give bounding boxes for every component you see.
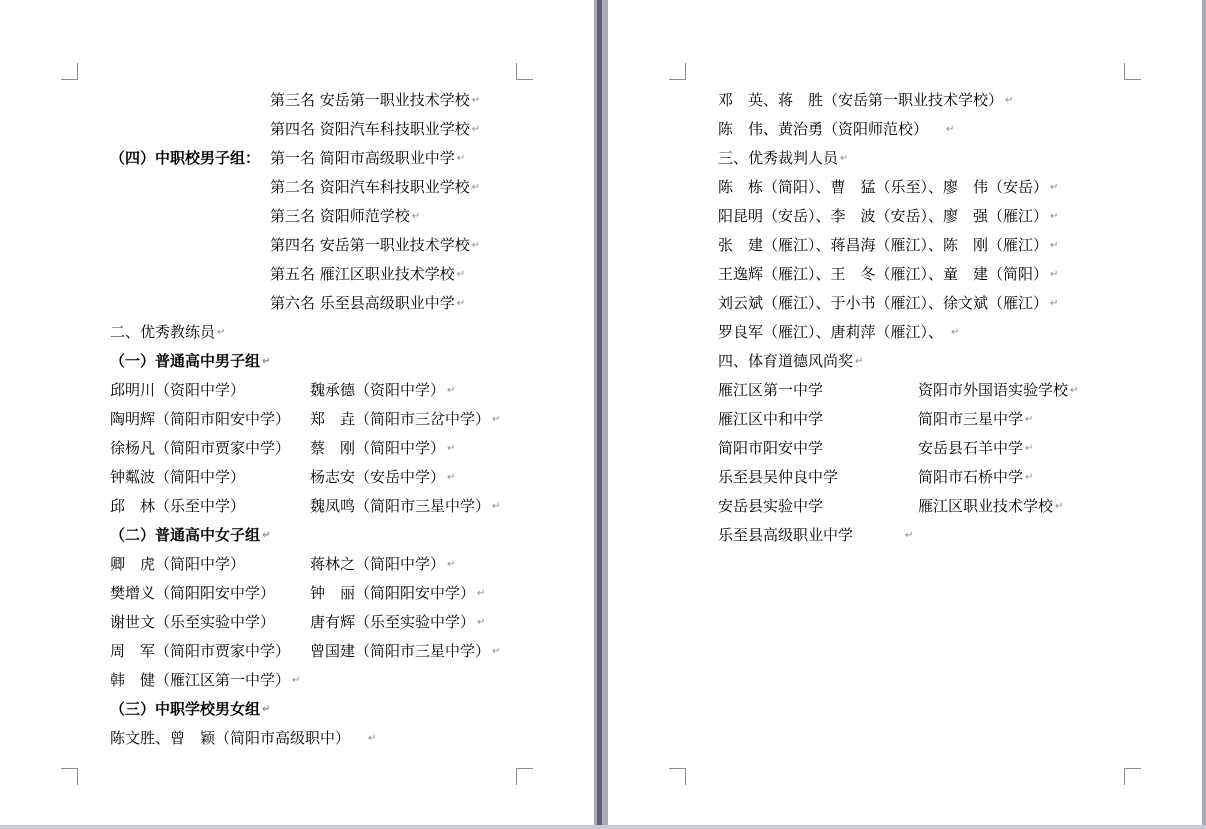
section-heading[interactable]: 二、优秀教练员 ↵	[110, 323, 226, 341]
coach-row[interactable]: 陈文胜、曾 颖（简阳市高级职中） ↵	[110, 729, 377, 747]
coach-row[interactable]: 樊增义（简阳阳安中学） 钟 丽（简阳阳安中学） ↵	[110, 584, 486, 602]
ranking-line[interactable]: 第四名 安岳第一职业技术学校 ↵	[270, 236, 481, 254]
coach-row[interactable]: 陈 伟、黄治勇（资阳师范校） ↵	[718, 120, 955, 138]
ranking-line[interactable]: 第三名 安岳第一职业技术学校 ↵	[270, 91, 481, 109]
window-right-edge	[1202, 0, 1206, 829]
coach-row[interactable]: 卿 虎（简阳中学） 蒋林之（简阳中学） ↵	[110, 555, 456, 573]
coach-row[interactable]: 韩 健（雁江区第一中学） ↵	[110, 671, 301, 689]
referee-row[interactable]: 张 建（雁江）、蒋昌海（雁江）、陈 刚（雁江） ↵	[718, 236, 1059, 254]
ranking-line[interactable]: 第六名 乐至县高级职业中学 ↵	[270, 294, 466, 312]
ranking-line[interactable]: 第五名 雁江区职业技术学校 ↵	[270, 265, 466, 283]
award-row[interactable]: 乐至县高级职业中学 ↵	[718, 526, 914, 544]
coach-row[interactable]: 邱明川（资阳中学） 魏承德（资阳中学） ↵	[110, 381, 456, 399]
subsection-heading[interactable]: （二）普通高中女子组 ↵	[110, 526, 271, 544]
section-heading[interactable]: 三、优秀裁判人员 ↵	[718, 149, 849, 167]
margin-corner-top-right	[1124, 63, 1141, 80]
referee-row[interactable]: 阳昆明（安岳）、李 波（安岳）、廖 强（雁江） ↵	[718, 207, 1059, 225]
coach-row[interactable]: 钟粼波（简阳中学） 杨志安（安岳中学） ↵	[110, 468, 456, 486]
award-row[interactable]: 雁江区第一中学 资阳市外国语实验学校 ↵	[718, 381, 1079, 399]
page-separator	[597, 0, 602, 829]
window-bottom-edge	[0, 825, 1206, 829]
coach-row[interactable]: 陶明辉（简阳市阳安中学） 郑 垚（简阳市三岔中学） ↵	[110, 410, 501, 428]
coach-row[interactable]: 徐杨凡（简阳市贾家中学） 蔡 刚（简阳中学） ↵	[110, 439, 456, 457]
document-page-right	[608, 0, 1202, 829]
award-row[interactable]: 乐至县吴仲良中学 简阳市石桥中学 ↵	[718, 468, 1034, 486]
margin-corner-top-left	[61, 63, 78, 80]
referee-row[interactable]: 陈 栋（简阳）、曹 猛（乐至）、廖 伟（安岳） ↵	[718, 178, 1059, 196]
referee-row[interactable]: 王逸辉（雁江）、王 冬（雁江）、童 建（简阳） ↵	[718, 265, 1059, 283]
award-row[interactable]: 安岳县实验中学 雁江区职业技术学校 ↵	[718, 497, 1064, 515]
ranking-line[interactable]: 第三名 资阳师范学校 ↵	[270, 207, 421, 225]
group-label: （四）中职校男子组：	[110, 149, 261, 167]
coach-row[interactable]: 邓 英、蒋 胜（安岳第一职业技术学校） ↵	[718, 91, 1014, 109]
coach-row[interactable]: 谢世文（乐至实验中学） 唐有辉（乐至实验中学） ↵	[110, 613, 486, 631]
margin-corner-bottom-right	[516, 768, 533, 785]
coach-row[interactable]: 周 军（简阳市贾家中学） 曾国建（简阳市三星中学） ↵	[110, 642, 501, 660]
margin-corner-bottom-right	[1124, 768, 1141, 785]
document-page-left	[0, 0, 594, 829]
award-row[interactable]: 简阳市阳安中学 安岳县石羊中学 ↵	[718, 439, 1034, 457]
section-heading[interactable]: 四、体育道德风尚奖 ↵	[718, 352, 864, 370]
ranking-line[interactable]: 第四名 资阳汽车科技职业学校 ↵	[270, 120, 481, 138]
subsection-heading[interactable]: （一）普通高中男子组 ↵	[110, 352, 271, 370]
coach-row[interactable]: 邱 林（乐至中学） 魏凤鸣（简阳市三星中学） ↵	[110, 497, 501, 515]
ranking-line[interactable]: 第二名 资阳汽车科技职业学校 ↵	[270, 178, 481, 196]
award-row[interactable]: 雁江区中和中学 简阳市三星中学 ↵	[718, 410, 1034, 428]
margin-corner-bottom-left	[669, 768, 686, 785]
subsection-heading[interactable]: （三）中职学校男女组 ↵	[110, 700, 271, 718]
margin-corner-bottom-left	[61, 768, 78, 785]
ranking-line-group-heading[interactable]: （四）中职校男子组： 第一名 简阳市高级职业中学 ↵	[110, 144, 465, 173]
referee-row[interactable]: 刘云斌（雁江）、于小书（雁江）、徐文斌（雁江） ↵	[718, 294, 1059, 312]
margin-corner-top-right	[516, 63, 533, 80]
referee-row[interactable]: 罗良军（雁江）、唐莉萍（雁江）、 ↵	[718, 323, 960, 341]
margin-corner-top-left	[669, 63, 686, 80]
